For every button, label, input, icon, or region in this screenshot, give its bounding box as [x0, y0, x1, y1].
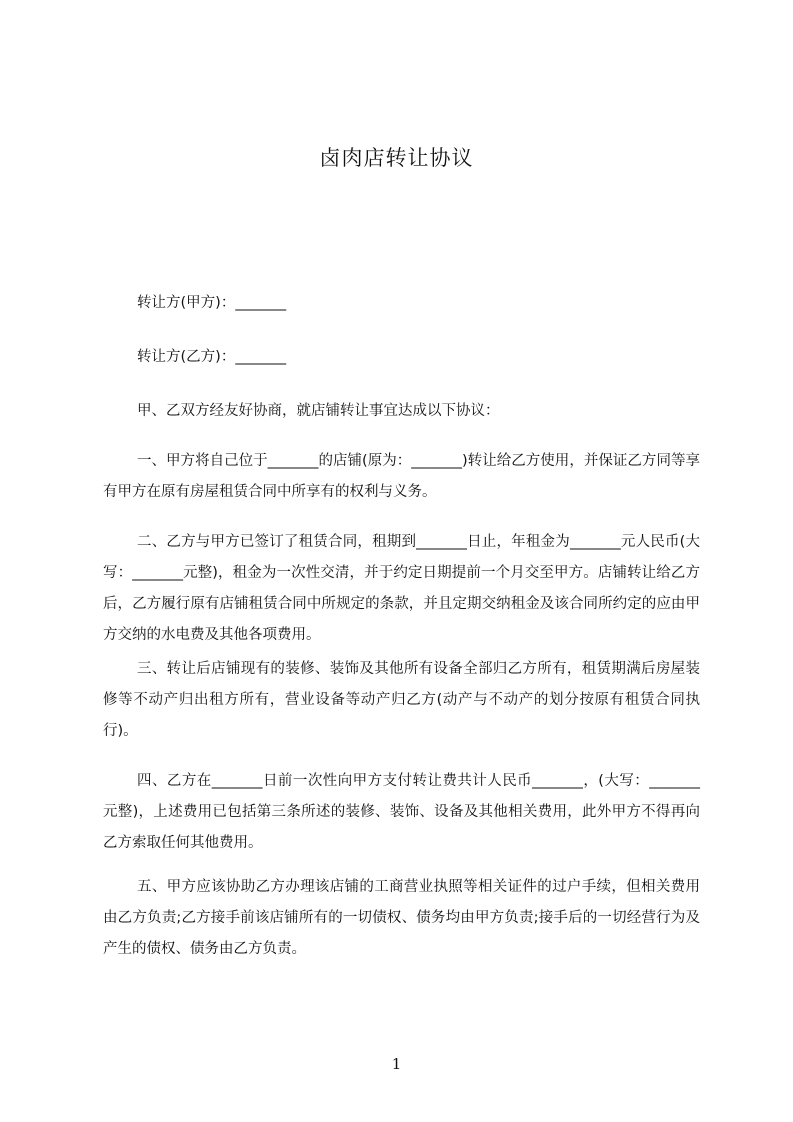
party-b-line: 转让方(乙方)：_______	[137, 349, 287, 365]
clause-1: 一、甲方将自己位于_______的店铺(原为：_______)转让给乙方使用，并保证乙方同等享有甲方在原有房屋租赁合同中所享有的权利与义务。	[103, 453, 700, 500]
clause-3: 三、转让后店铺现有的装修、装饰及其他所有设备全部归乙方所有，租赁期满后房屋装修等不动产归出租方所有，营业设备等动产归乙方(动产与不动产的划分按原有租赁合同执行)。	[103, 661, 700, 739]
party-a-line: 转让方(甲方)：_______	[137, 295, 287, 311]
document-title: 卤肉店转让协议	[319, 146, 474, 170]
clause-2: 二、乙方与甲方已签订了租赁合同，租期到_______日止，年租金为_______元人民币(大写：_______元整)，租金为一次性交清，并于约定日期提前一个月交至甲方。店铺转让给乙方后，乙方履行原有店铺租赁合同中所规定的条款，并且定期交纳租金及该合同所约定的应由甲方交纳的水电费及其他各项费用。	[103, 534, 700, 643]
clause-5: 五、甲方应该协助乙方办理该店铺的工商营业执照等相关证件的过户手续，但相关费用由乙方负责;乙方接手前该店铺所有的一切债权、债务均由甲方负责;接手后的一切经营行为及产生的债权、债务由乙方负责。	[103, 879, 700, 957]
page-number: 1	[391, 1055, 402, 1073]
clause-4: 四、乙方在_______日前一次性向甲方支付转让费共计人民币_______，(大写：_______元整)，上述费用已包括第三条所述的装修、装饰、设备及其他相关费用，此外甲方不得再向乙方索取任何其他费用。	[103, 773, 700, 851]
intro-paragraph: 甲、乙双方经友好协商，就店铺转让事宜达成以下协议：	[137, 403, 500, 419]
